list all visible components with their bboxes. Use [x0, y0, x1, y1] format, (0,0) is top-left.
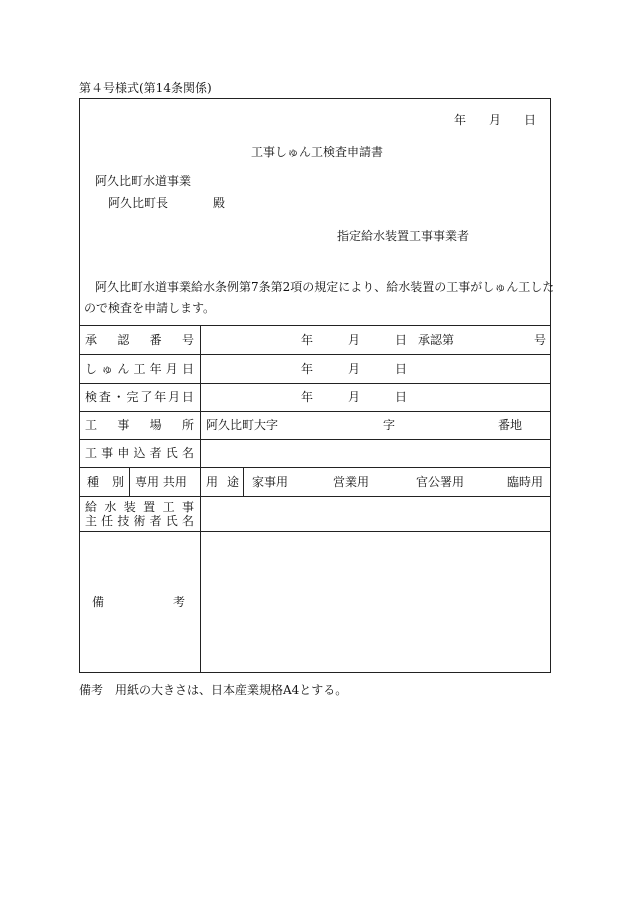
inspection-day: 日	[395, 390, 408, 404]
inspection-year: 年	[301, 390, 314, 404]
column-divider	[243, 467, 244, 496]
applicant-business-label: 指定給水装置工事事業者	[337, 229, 470, 243]
work-location-label: 工 事 場 所	[85, 418, 194, 432]
addressee-org: 阿久比町水道事業	[95, 174, 192, 188]
approval-month: 月	[348, 333, 361, 347]
location-banchi: 番地	[498, 418, 523, 432]
approval-year: 年	[301, 333, 314, 347]
completion-year: 年	[301, 362, 314, 376]
location-town: 阿久比町大字	[206, 418, 279, 432]
addressee-official: 阿久比町長	[108, 196, 169, 210]
date-day: 日	[524, 113, 537, 127]
usage-government: 官公署用	[416, 475, 465, 489]
approval-prefix: 承認第	[418, 333, 455, 347]
row-divider	[79, 439, 551, 440]
approval-number-label: 承 認 番 号	[85, 333, 194, 347]
date-month: 月	[489, 113, 502, 127]
usage-business: 営業用	[333, 475, 370, 489]
inspection-month: 月	[348, 390, 361, 404]
row-divider	[79, 325, 551, 326]
row-divider	[79, 354, 551, 355]
completion-month: 月	[348, 362, 361, 376]
footnote: 備考 用紙の大きさは、日本産業規格A4とする。	[79, 683, 348, 697]
inspection-date-label: 検 査 ・ 完 了 年 月 日	[85, 390, 194, 404]
body-text-line-1: 阿久比町水道事業給水条例第7条第2項の規定により、給水装置の工事がしゅん工した	[95, 280, 555, 294]
row-divider	[79, 467, 551, 468]
applicant-name-label: 工 事 申 込 者 氏 名	[85, 446, 194, 460]
engineer-label-line-1: 給 水 装 置 工 事	[85, 500, 194, 514]
row-divider	[79, 496, 551, 497]
completion-date-label: し ゅ ん 工 年 月 日	[85, 362, 194, 376]
approval-day: 日	[395, 333, 408, 347]
body-text-line-2: ので検査を申請します。	[84, 301, 216, 315]
addressee-honorific: 殿	[213, 196, 226, 210]
date-year: 年	[454, 113, 467, 127]
approval-suffix: 号	[534, 333, 547, 347]
row-divider	[79, 531, 551, 532]
document-title: 工事しゅん工検査申請書	[251, 145, 384, 159]
type-options: 専用 共用	[135, 475, 187, 489]
remarks-label: 備 考	[92, 595, 185, 609]
type-label: 種 別	[87, 475, 124, 489]
row-divider	[79, 383, 551, 384]
usage-household: 家事用	[252, 475, 289, 489]
usage-label: 用 途	[206, 475, 239, 489]
form-number-label: 第４号様式(第14条関係)	[79, 81, 212, 95]
location-aza: 字	[383, 418, 396, 432]
engineer-label-line-2: 主 任 技 術 者 氏 名	[85, 514, 194, 528]
column-divider	[200, 325, 201, 673]
usage-temporary: 臨時用	[507, 475, 544, 489]
row-divider	[79, 411, 551, 412]
column-divider	[129, 467, 130, 496]
completion-day: 日	[395, 362, 408, 376]
